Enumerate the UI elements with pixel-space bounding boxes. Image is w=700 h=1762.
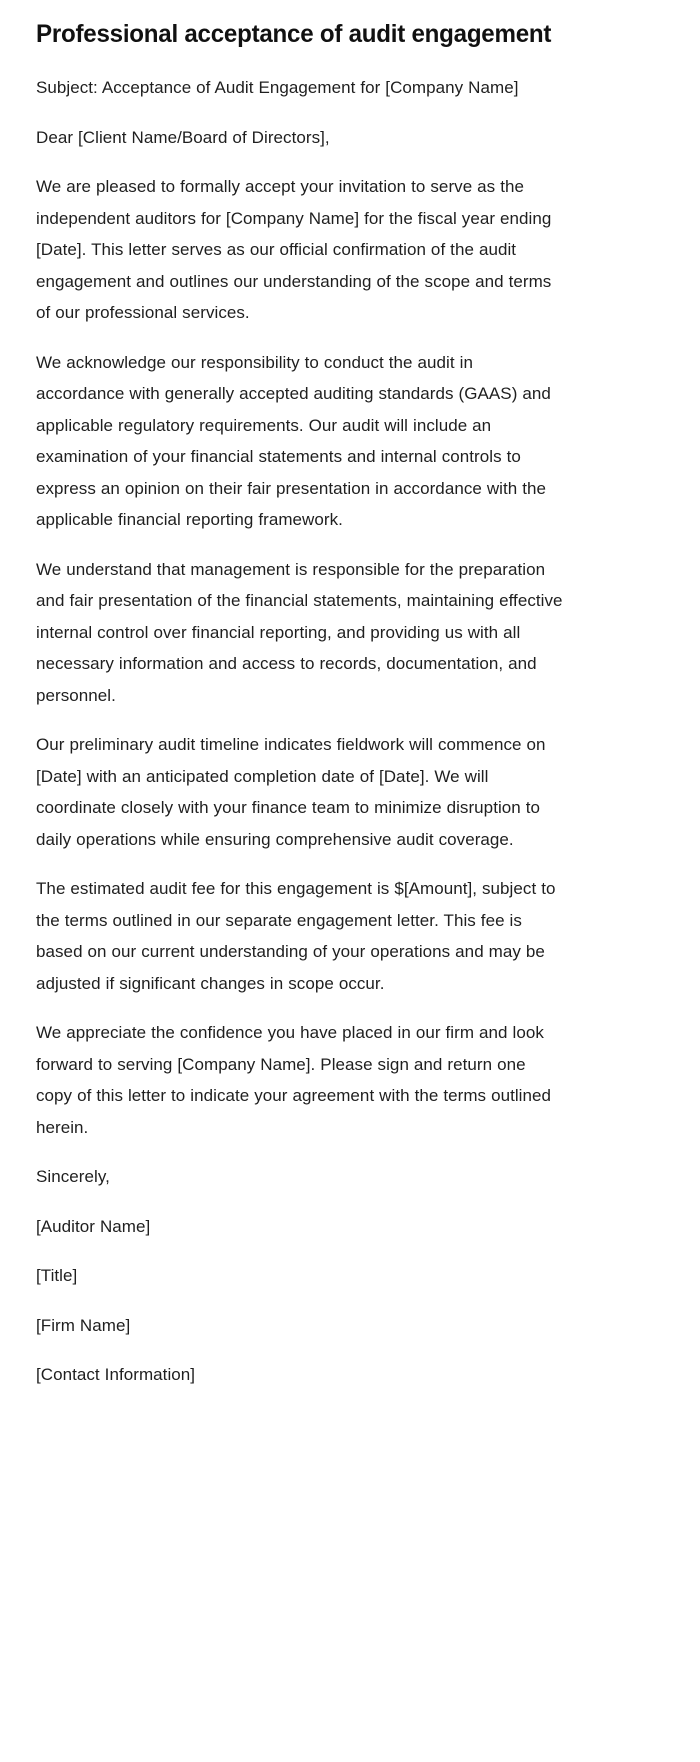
body-paragraph-3: We understand that management is responsible for the preparation and fair presentation of the financial statements, maintaining effective internal control over financial reporting, and providing us with all necessary information and access to records, documentation, and personnel. [36, 559, 563, 705]
body-paragraph-4: Our preliminary audit timeline indicates fieldwork will commence on [Date] with an anticipated completion date of [Date]. We will coordinate closely with your finance team to minimize disruption to daily operations while ensuring comprehensive audit coverage. [36, 735, 546, 849]
letter-body [36, 18, 566, 1391]
body-paragraph-5: The estimated audit fee for this engagement is $[Amount], subject to the terms outlined in our separate engagement letter. This fee is based on our current understanding of your operations and may be adjusted if significant changes in scope occur. [36, 879, 556, 993]
closing-salutation: Sincerely, [36, 1167, 110, 1186]
page-title: Professional acceptance of audit engagement [36, 20, 552, 48]
subject-line: Subject: Acceptance of Audit Engagement for [Company Name] [36, 78, 519, 97]
signature-firm-name: [Firm Name] [36, 1315, 131, 1335]
body-paragraph-6: We appreciate the confidence you have placed in our firm and look forward to serving [Company Name]. Please sign and return one copy of this letter to indicate your agreement with the terms outlined herein. [36, 1023, 552, 1137]
signature-title: [Title] [36, 1266, 78, 1285]
body-paragraph-1: We are pleased to formally accept your invitation to serve as the independent auditors for [Company Name] for the fiscal year ending [Date]. This letter serves as our official confirmation of the audit engagement and outlines our understanding of the scope and terms of our professional services. [36, 177, 552, 322]
body-paragraph-2: We acknowledge our responsibility to conduct the audit in accordance with generally accepted auditing standards (GAAS) and applicable regulatory requirements. Our audit will include an examination of your financial statements and internal controls to express an opinion on their fair presentation in accordance with the applicable financial reporting framework. [36, 352, 551, 529]
salutation: Dear [Client Name/Board of Directors], [36, 127, 330, 147]
signature-contact-information: [Contact Information] [36, 1365, 196, 1384]
signature-auditor-name: [Auditor Name] [36, 1216, 151, 1236]
